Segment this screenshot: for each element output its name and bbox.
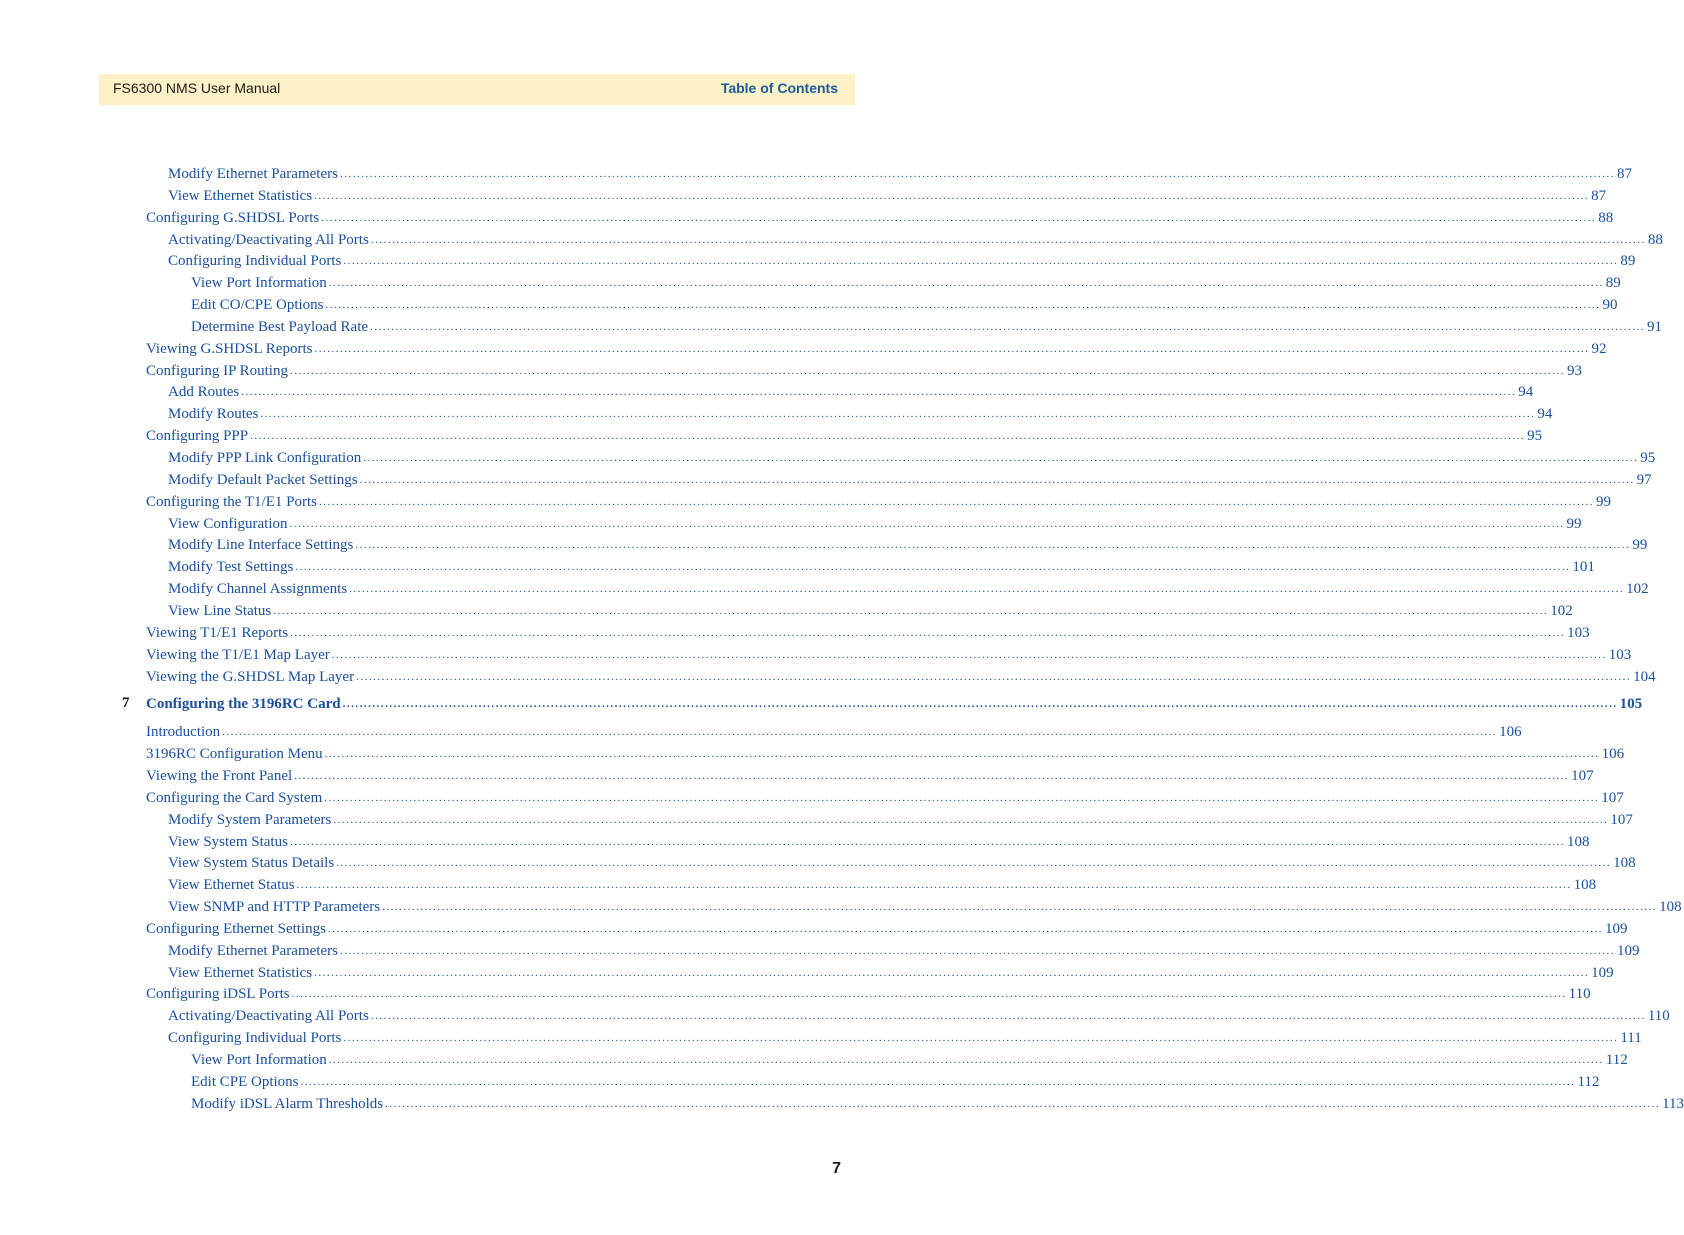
toc-entry-title: Add Routes xyxy=(168,384,240,400)
toc-entry-title: 3196RC Configuration Menu xyxy=(146,746,323,762)
toc-entry-page: 91 xyxy=(1647,319,1663,335)
toc-entry-page: 99 xyxy=(1595,494,1611,510)
chapter-number: 7 xyxy=(122,695,130,711)
toc-entry-title: View Ethernet Status xyxy=(168,877,295,893)
toc-entry[interactable] xyxy=(146,425,1543,445)
dot-leader: ............................................................................................................................................................................................................................................................................................................ xyxy=(343,1032,1619,1044)
toc-entry-title: Modify iDSL Alarm Thresholds xyxy=(191,1096,384,1112)
toc-entry-page: 94 xyxy=(1537,406,1553,422)
toc-entry[interactable] xyxy=(146,765,1594,785)
dot-leader: ............................................................................................................................................................................................................................................................................................................ xyxy=(318,496,1594,508)
toc-entry-title: View Port Information xyxy=(191,1052,327,1068)
toc-entry-page: 106 xyxy=(1499,724,1522,740)
toc-entry[interactable] xyxy=(168,469,1652,489)
toc-entry-page: 104 xyxy=(1633,669,1656,685)
toc-entry[interactable] xyxy=(191,1093,1684,1113)
toc-entry-page: 103 xyxy=(1567,625,1590,641)
toc-entry-page: 89 xyxy=(1620,253,1636,269)
toc-entry[interactable] xyxy=(168,513,1582,533)
toc-entry-title: View Ethernet Statistics xyxy=(168,188,313,204)
toc-entry-title: Configuring the 3196RC Card xyxy=(146,696,341,712)
toc-entry-title: View Port Information xyxy=(191,275,327,291)
toc-entry-title: View Configuration xyxy=(168,516,288,532)
toc-entry[interactable] xyxy=(146,491,1611,511)
dot-leader: ............................................................................................................................................................................................................................................................................................................ xyxy=(339,168,1615,180)
toc-entry-title: Determine Best Payload Rate xyxy=(191,319,369,335)
dot-leader: ............................................................................................................................................................................................................................................................................................................ xyxy=(325,299,1601,311)
toc-entry-title: Configuring G.SHDSL Ports xyxy=(146,210,320,226)
dot-leader: ............................................................................................................................................................................................................................................................................................................ xyxy=(300,1076,1576,1088)
dot-leader: ............................................................................................................................................................................................................................................................................................................ xyxy=(363,452,1639,464)
toc-entry-page: 90 xyxy=(1602,297,1618,313)
dot-leader: ............................................................................................................................................................................................................................................................................................................ xyxy=(314,190,1590,202)
dot-leader: ............................................................................................................................................................................................................................................................................................................ xyxy=(314,343,1590,355)
toc-entry-title: Modify Line Interface Settings xyxy=(168,537,354,553)
toc-entry-title: Configuring IP Routing xyxy=(146,363,288,379)
toc-entry[interactable] xyxy=(168,447,1656,467)
dot-leader: ............................................................................................................................................................................................................................................................................................................ xyxy=(241,386,1517,398)
toc-entry-title: Viewing the G.SHDSL Map Layer xyxy=(146,669,355,685)
toc-entry[interactable] xyxy=(146,721,1522,741)
toc-entry-page: 99 xyxy=(1632,537,1648,553)
toc-entry[interactable] xyxy=(191,1049,1628,1069)
toc-entry[interactable] xyxy=(146,983,1591,1003)
dot-leader: ............................................................................................................................................................................................................................................................................................................ xyxy=(331,649,1607,661)
running-header xyxy=(99,74,855,105)
toc-entry-title: View SNMP and HTTP Parameters xyxy=(168,899,381,915)
toc-entry[interactable] xyxy=(168,852,1636,872)
toc-entry-page: 93 xyxy=(1566,363,1582,379)
toc-entry-title: Modify PPP Link Configuration xyxy=(168,450,362,466)
dot-leader: ............................................................................................................................................................................................................................................................................................................ xyxy=(349,583,1625,595)
toc-entry-page: 97 xyxy=(1636,472,1652,488)
dot-leader: ............................................................................................................................................................................................................................................................................................................ xyxy=(327,923,1603,935)
toc-entry-title: Configuring the Card System xyxy=(146,790,323,806)
toc-entry[interactable] xyxy=(168,185,1607,205)
toc-entry-title: View System Status Details xyxy=(168,855,335,871)
dot-leader: ............................................................................................................................................................................................................................................................................................................ xyxy=(289,365,1565,377)
toc-entry[interactable] xyxy=(146,644,1632,664)
toc-entry[interactable] xyxy=(168,831,1590,851)
dot-leader: ............................................................................................................................................................................................................................................................................................................ xyxy=(260,408,1536,420)
dot-leader: ............................................................................................................................................................................................................................................................................................................ xyxy=(314,967,1590,979)
toc-entry-title: Edit CO/CPE Options xyxy=(191,297,324,313)
dot-leader: ............................................................................................................................................................................................................................................................................................................ xyxy=(339,945,1615,957)
toc-entry[interactable] xyxy=(146,666,1656,686)
manual-title: FS6300 NMS User Manual xyxy=(113,80,281,96)
toc-entry[interactable] xyxy=(146,743,1625,763)
toc-entry[interactable] xyxy=(168,896,1682,916)
toc-entry-page: 112 xyxy=(1605,1052,1628,1068)
toc-entry-page: 113 xyxy=(1662,1096,1684,1112)
dot-leader: ............................................................................................................................................................................................................................................................................................................ xyxy=(250,430,1526,442)
toc-entry[interactable] xyxy=(146,787,1624,807)
toc-entry[interactable] xyxy=(168,1005,1670,1025)
dot-leader: ............................................................................................................................................................................................................................................................................................................ xyxy=(328,277,1604,289)
toc-entry-page: 107 xyxy=(1601,790,1624,806)
toc-entry-page: 108 xyxy=(1566,834,1590,850)
toc-entry-page: 99 xyxy=(1566,516,1582,532)
toc-entry-page: 109 xyxy=(1591,965,1614,981)
toc-entry[interactable] xyxy=(191,316,1663,336)
toc-entry[interactable] xyxy=(168,556,1595,576)
toc-entry-title: Configuring PPP xyxy=(146,428,249,444)
dot-leader: ............................................................................................................................................................................................................................................................................................................ xyxy=(382,901,1658,913)
toc-entry[interactable] xyxy=(168,534,1648,554)
toc-entry[interactable] xyxy=(146,338,1607,358)
toc-entry-page: 103 xyxy=(1608,647,1632,663)
toc-entry[interactable] xyxy=(168,163,1632,183)
toc-entry-title: Viewing the T1/E1 Map Layer xyxy=(146,647,330,663)
toc-entry-title: View Ethernet Statistics xyxy=(168,965,313,981)
toc-entry-page: 95 xyxy=(1640,450,1656,466)
toc-entry[interactable] xyxy=(168,403,1553,423)
toc-entry-title: Configuring Ethernet Settings xyxy=(146,921,326,937)
dot-leader: ............................................................................................................................................................................................................................................................................................................ xyxy=(296,879,1572,891)
dot-leader: ............................................................................................................................................................................................................................................................................................................ xyxy=(222,726,1498,738)
toc-entry-title: Configuring the T1/E1 Ports xyxy=(146,494,317,510)
toc-entry-page: 108 xyxy=(1573,877,1597,893)
toc-entry-page: 111 xyxy=(1620,1030,1642,1046)
toc-entry[interactable] xyxy=(168,229,1663,249)
toc-entry-title: View System Status xyxy=(168,834,288,850)
dot-leader: ............................................................................................................................................................................................................................................................................................................ xyxy=(370,1010,1646,1022)
toc-entry-page: 94 xyxy=(1518,384,1534,400)
toc-entry-page: 105 xyxy=(1619,696,1643,712)
toc-entry-page: 101 xyxy=(1572,559,1595,575)
toc-entry-page: 108 xyxy=(1659,899,1682,915)
toc-entry[interactable] xyxy=(168,600,1573,620)
dot-leader: ............................................................................................................................................................................................................................................................................................................ xyxy=(324,792,1600,804)
toc-entry-page: 88 xyxy=(1598,210,1614,226)
toc-entry[interactable] xyxy=(146,207,1614,227)
dot-leader: ............................................................................................................................................................................................................................................................................................................ xyxy=(356,671,1632,683)
toc-entry-title: Configuring iDSL Ports xyxy=(146,986,290,1002)
dot-leader: ............................................................................................................................................................................................................................................................................................................ xyxy=(295,561,1571,573)
section-title: Table of Contents xyxy=(720,80,838,96)
dot-leader: ............................................................................................................................................................................................................................................................................................................ xyxy=(359,474,1635,486)
toc-entry-title: Edit CPE Options xyxy=(191,1074,299,1090)
toc-entry[interactable] xyxy=(168,1027,1642,1047)
toc-entry-title: Modify Test Settings xyxy=(168,559,294,575)
toc-entry-title: Viewing G.SHDSL Reports xyxy=(146,341,313,357)
dot-leader: ............................................................................................................................................................................................................................................................................................................ xyxy=(324,748,1600,760)
toc-entry[interactable] xyxy=(168,381,1534,401)
toc-entry-page: 102 xyxy=(1550,603,1573,619)
toc-entry-title: View Line Status xyxy=(168,603,272,619)
toc-entry-page: 87 xyxy=(1616,166,1632,182)
toc-entry[interactable] xyxy=(168,940,1640,960)
toc-entry-title: Modify Ethernet Parameters xyxy=(168,943,338,959)
dot-leader: ............................................................................................................................................................................................................................................................................................................ xyxy=(273,605,1549,617)
toc-entry-page: 102 xyxy=(1626,581,1649,597)
dot-leader: ............................................................................................................................................................................................................................................................................................................ xyxy=(291,988,1567,1000)
toc-entry-page: 106 xyxy=(1601,746,1625,762)
dot-leader: ............................................................................................................................................................................................................................................................................................................ xyxy=(342,698,1618,710)
toc-entry-page: 89 xyxy=(1605,275,1621,291)
dot-leader: ............................................................................................................................................................................................................................................................................................................ xyxy=(289,518,1565,530)
toc-entry[interactable] xyxy=(168,250,1636,270)
toc-entry-title: Modify Ethernet Parameters xyxy=(168,166,338,182)
dot-leader: ............................................................................................................................................................................................................................................................................................................ xyxy=(328,1054,1604,1066)
toc-entry-page: 110 xyxy=(1568,986,1591,1002)
toc-entry[interactable] xyxy=(146,360,1582,380)
dot-leader: ............................................................................................................................................................................................................................................................................................................ xyxy=(290,627,1566,639)
toc-entry-page: 95 xyxy=(1527,428,1543,444)
toc-entry-page: 110 xyxy=(1647,1008,1670,1024)
toc-entry[interactable] xyxy=(146,918,1628,938)
dot-leader: ............................................................................................................................................................................................................................................................................................................ xyxy=(370,234,1646,246)
toc-entry[interactable] xyxy=(191,294,1618,314)
dot-leader: ............................................................................................................................................................................................................................................................................................................ xyxy=(294,770,1570,782)
toc-entry-page: 88 xyxy=(1647,232,1663,248)
toc-entry-title: Introduction xyxy=(146,724,221,740)
toc-entry-title: Modify System Parameters xyxy=(168,812,332,828)
toc-entry-title: Activating/Deactivating All Ports xyxy=(168,1008,369,1024)
dot-leader: ............................................................................................................................................................................................................................................................................................................ xyxy=(321,212,1597,224)
toc-entry-title: Configuring Individual Ports xyxy=(168,253,342,269)
toc-entry-title: Configuring Individual Ports xyxy=(168,1030,342,1046)
toc-entry[interactable] xyxy=(168,874,1597,894)
toc-entry-title: Viewing T1/E1 Reports xyxy=(146,625,289,641)
toc-entry-title: Viewing the Front Panel xyxy=(146,768,293,784)
toc-entry-page: 109 xyxy=(1604,921,1628,937)
dot-leader: ............................................................................................................................................................................................................................................................................................................ xyxy=(333,814,1609,826)
toc-entry-page: 87 xyxy=(1591,188,1607,204)
toc-entry-page: 92 xyxy=(1591,341,1607,357)
toc-entry-title: Modify Channel Assignments xyxy=(168,581,348,597)
dot-leader: ............................................................................................................................................................................................................................................................................................................ xyxy=(343,255,1619,267)
toc-entry-title: Modify Default Packet Settings xyxy=(168,472,358,488)
dot-leader: ............................................................................................................................................................................................................................................................................................................ xyxy=(370,321,1646,333)
toc-entry-page: 107 xyxy=(1571,768,1594,784)
toc-entry-page: 107 xyxy=(1610,812,1633,828)
toc-entry[interactable] xyxy=(191,1071,1600,1091)
toc-entry-title: Modify Routes xyxy=(168,406,259,422)
toc-entry-title: Activating/Deactivating All Ports xyxy=(168,232,369,248)
toc-entry[interactable] xyxy=(168,578,1649,598)
toc-entry[interactable] xyxy=(146,622,1590,642)
dot-leader: ............................................................................................................................................................................................................................................................................................................ xyxy=(289,836,1565,848)
toc-entry[interactable] xyxy=(191,272,1621,292)
toc-entry[interactable] xyxy=(168,962,1614,982)
dot-leader: ............................................................................................................................................................................................................................................................................................................ xyxy=(385,1098,1661,1110)
toc-chapter-entry[interactable] xyxy=(146,693,1643,713)
dot-leader: ............................................................................................................................................................................................................................................................................................................ xyxy=(355,539,1631,551)
toc-entry-page: 109 xyxy=(1616,943,1640,959)
toc-entry-page: 108 xyxy=(1613,855,1636,871)
toc-entry-page: 112 xyxy=(1577,1074,1600,1090)
dot-leader: ............................................................................................................................................................................................................................................................................................................ xyxy=(336,857,1612,869)
page-number: 7 xyxy=(832,1160,841,1177)
toc-entry[interactable] xyxy=(168,809,1633,829)
